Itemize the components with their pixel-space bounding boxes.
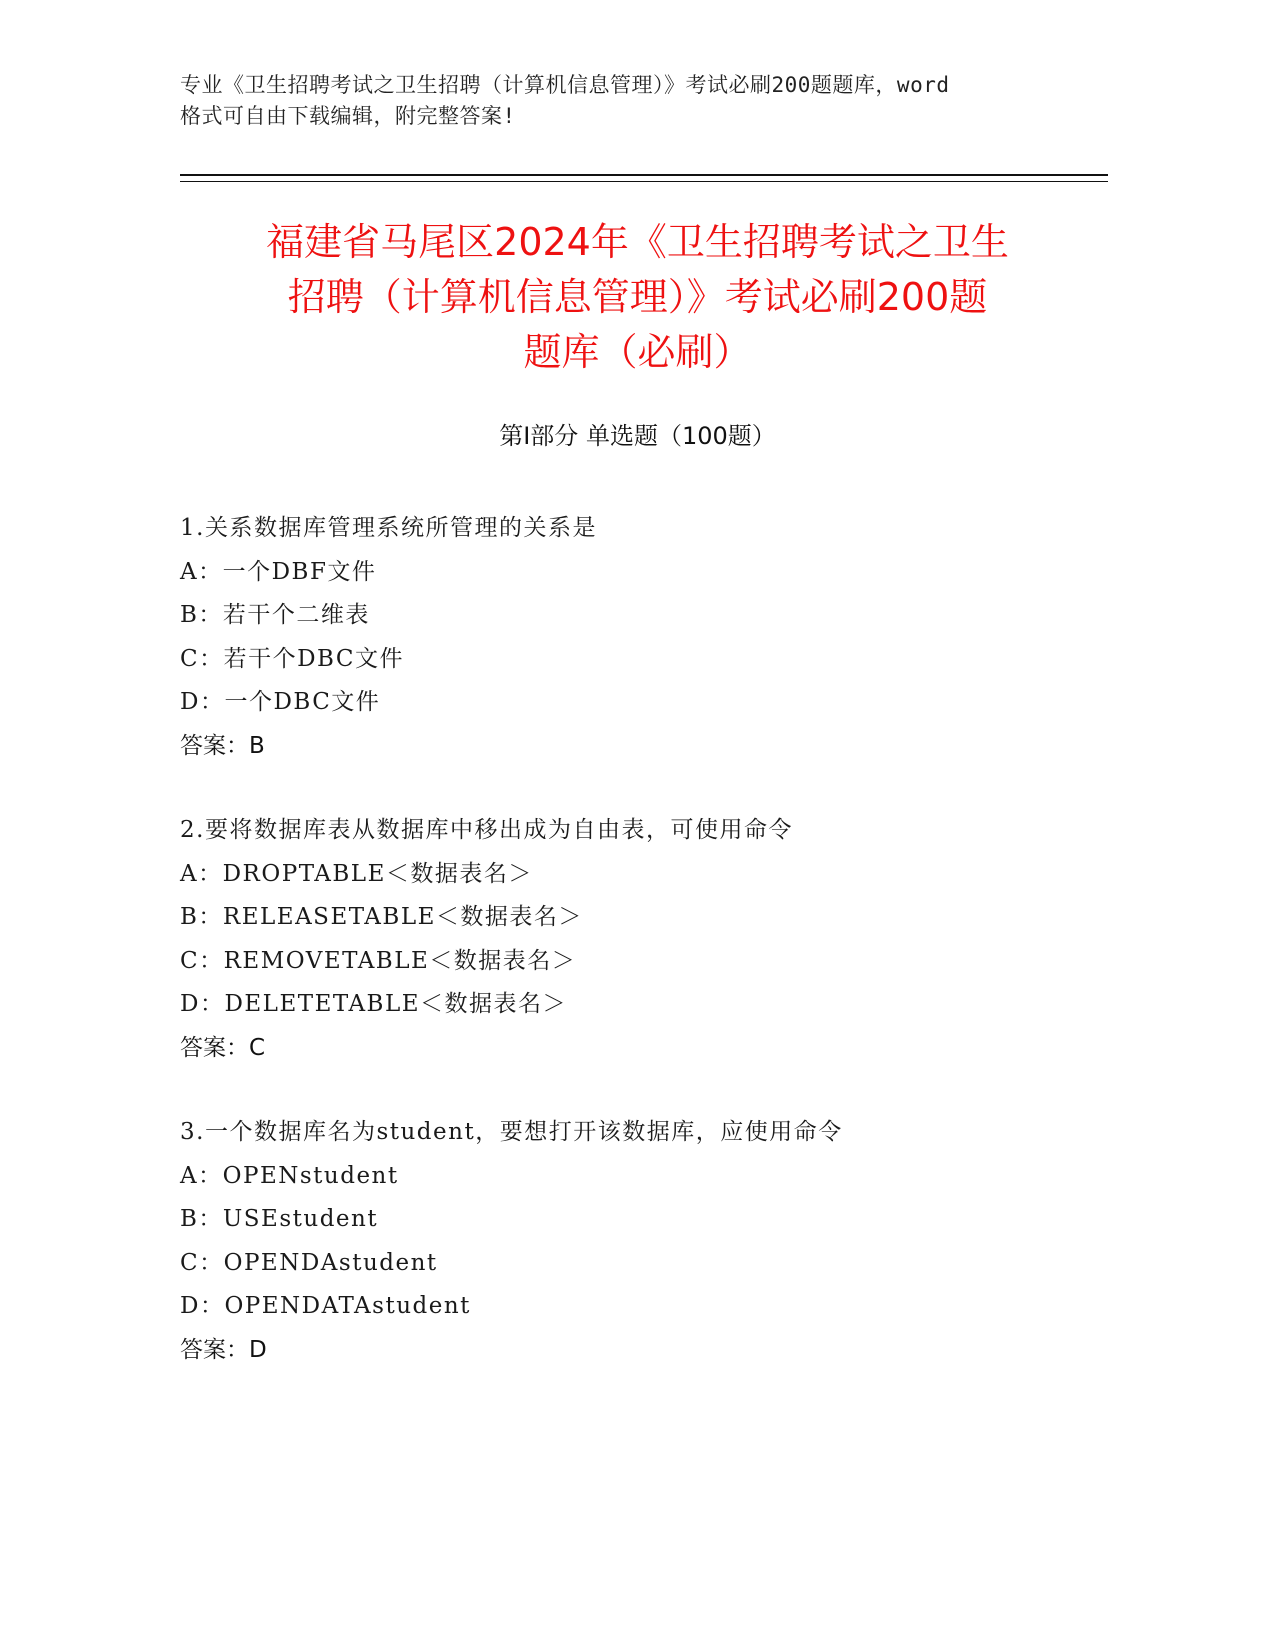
question-list — [180, 507, 1160, 1413]
header-divider-thin — [180, 181, 1108, 182]
option-a: A：DROPTABLE＜数据表名＞ — [180, 860, 533, 887]
option-b: B：USEstudent — [180, 1206, 379, 1232]
answer-line: 答案：C — [180, 1034, 266, 1061]
header-divider-thick — [180, 174, 1108, 176]
question-item — [180, 1111, 1160, 1372]
header-note-line-1: 专业《卫生招聘考试之卫生招聘（计算机信息管理）》考试必刷200题题库，word — [180, 73, 950, 97]
question-stem: 2.要将数据库表从数据库中移出成为自由表，可使用命令 — [180, 817, 793, 843]
answer-line: 答案：B — [180, 732, 265, 759]
option-d: D：一个DBC文件 — [180, 689, 381, 715]
option-d: D：DELETETABLE＜数据表名＞ — [180, 991, 568, 1017]
title-line-2: 招聘（计算机信息管理）》考试必刷200题 — [287, 275, 988, 319]
option-a: A：一个DBF文件 — [180, 558, 377, 585]
title-line-1: 福建省马尾区2024年《卫生招聘考试之卫生 — [266, 220, 1009, 264]
question-stem: 3.一个数据库名为student，要想打开该数据库，应使用命令 — [180, 1119, 843, 1145]
question-item — [180, 809, 1160, 1070]
option-c: C：若干个DBC文件 — [180, 645, 404, 672]
section-heading: 第Ⅰ部分 单选题（100题） — [499, 422, 776, 450]
option-a: A：OPENstudent — [180, 1162, 399, 1189]
option-b: B：若干个二维表 — [180, 602, 370, 628]
option-c: C：REMOVETABLE＜数据表名＞ — [180, 947, 577, 974]
answer-line: 答案：D — [180, 1336, 267, 1363]
question-stem: 1.关系数据库管理系统所管理的关系是 — [180, 515, 597, 541]
document-header-note — [180, 70, 1110, 132]
option-b: B：RELEASETABLE＜数据表名＞ — [180, 904, 583, 930]
option-c: C：OPENDAstudent — [180, 1249, 438, 1276]
question-item — [180, 507, 1160, 768]
document-title — [150, 215, 1125, 380]
option-d: D：OPENDATAstudent — [180, 1293, 471, 1319]
title-line-3: 题库（必刷） — [523, 330, 752, 374]
header-note-line-2: 格式可自由下载编辑，附完整答案! — [180, 104, 516, 128]
